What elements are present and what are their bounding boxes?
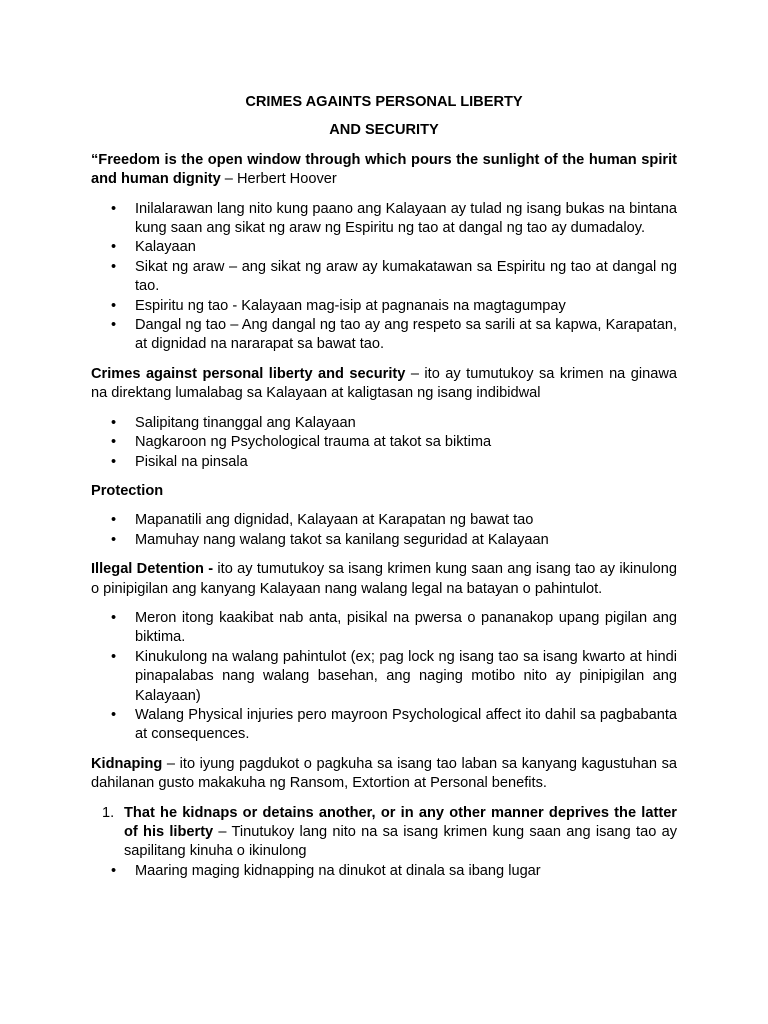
item-bold-text: That he kidnaps or detains another, or in any other manner deprives the latter of his liberty xyxy=(124,804,677,840)
quote-paragraph xyxy=(91,151,677,190)
crimes-definition xyxy=(91,365,677,404)
kidnaping-term: Kidnaping xyxy=(91,755,163,772)
quote-author: – Herbert Hoover xyxy=(220,171,337,188)
list-item-text: Mamuhay nang walang takot sa kanilang seguridad at Kalayaan xyxy=(135,531,549,548)
crimes-text: – ito ay tumutukoy sa krimen na ginawa na direktang lumalabag sa Kalayaan at kaligtasan ng isang indibidwal xyxy=(91,365,678,402)
list-item-text: Inilalarawan lang nito kung paano ang Kalayaan ay tulad ng isang bukas na bintana kung saan ang sikat ng araw ng Espiritu ng tao at dangal ng tao ay dumadaloy. xyxy=(135,200,677,237)
bullet-icon: • xyxy=(111,862,117,879)
item-text: – Tinutukoy lang nito na sa isang krimen kung saan ang isang tao ay sapilitang kinuha o ikinulong xyxy=(124,824,677,860)
bullet-icon: • xyxy=(111,648,117,665)
list-item xyxy=(91,258,677,297)
document-body xyxy=(91,93,677,881)
list-item-text: Salipitang tinanggal ang Kalayaan xyxy=(135,414,356,431)
list-item xyxy=(91,453,677,472)
list-item xyxy=(91,200,677,239)
freedom-bullet-list xyxy=(91,200,677,355)
title-line-1: CRIMES AGAINTS PERSONAL LIBERTY xyxy=(245,94,523,110)
list-item xyxy=(91,511,677,530)
bullet-icon: • xyxy=(111,414,117,431)
protection-heading: Protection xyxy=(91,482,164,499)
list-item xyxy=(91,531,677,550)
illegal-detention-definition xyxy=(91,560,677,599)
kidnap-bullet-list xyxy=(91,862,677,881)
list-item-text: Nagkaroon ng Psychological trauma at takot sa biktima xyxy=(135,434,492,451)
list-item-text: Kalayaan xyxy=(135,239,196,256)
list-item xyxy=(91,609,677,648)
list-item xyxy=(91,238,677,257)
bullet-icon: • xyxy=(111,317,117,334)
list-item-text: Mapanatili ang dignidad, Kalayaan at Karapatan ng bawat tao xyxy=(135,512,534,529)
bullet-icon: • xyxy=(111,706,117,723)
bullet-icon: • xyxy=(111,531,117,548)
bullet-icon: • xyxy=(111,200,117,217)
bullet-icon: • xyxy=(111,512,117,529)
kidnap-numbered-list xyxy=(91,804,677,862)
kidnaping-definition xyxy=(91,755,677,794)
list-item-text: Walang Physical injuries pero mayroon Psychological affect ito dahil sa pagbabanta at consequences. xyxy=(135,706,677,743)
kidnaping-text: – ito iyung pagdukot o pagkuha sa isang tao laban sa kanyang kagustuhan sa dahilanan gusto makakuha ng Ransom, Extortion at Personal benefits. xyxy=(91,755,677,792)
list-item xyxy=(91,862,677,881)
crimes-bullet-list xyxy=(91,414,677,472)
quote-text: “Freedom is the open window through which pours the sunlight of the human spirit and human dignity xyxy=(91,151,677,188)
list-item xyxy=(91,648,677,706)
list-item-text: Maaring maging kidnapping na dinukot at dinala sa ibang lugar xyxy=(135,862,541,879)
crimes-term: Crimes against personal liberty and security xyxy=(91,365,406,382)
list-item-text: Sikat ng araw – ang sikat ng araw ay kumakatawan sa Espiritu ng tao at dangal ng tao. xyxy=(135,258,677,295)
list-item-text: Espiritu ng tao - Kalayaan mag-isip at pagnanais na magtagumpay xyxy=(135,297,566,314)
bullet-icon: • xyxy=(111,453,117,470)
illegal-detention-term: Illegal Detention - xyxy=(91,561,214,578)
list-item-text: Pisikal na pinsala xyxy=(135,453,248,470)
bullet-icon: • xyxy=(111,609,117,626)
title-line-2: AND SECURITY xyxy=(329,122,439,139)
item-number: 1. xyxy=(102,804,115,821)
detention-bullet-list xyxy=(91,609,677,745)
list-item xyxy=(91,433,677,452)
list-item-text: Kinukulong na walang pahintulot (ex; pag lock ng isang tao sa isang kwarto at hindi pinapalabas nang walang basehan, ang naging motibo nito ay pinipigilan ang Kalayaan) xyxy=(135,648,677,704)
bullet-icon: • xyxy=(111,434,117,451)
list-item xyxy=(91,706,677,745)
bullet-icon: • xyxy=(111,239,117,256)
bullet-icon: • xyxy=(111,297,117,314)
list-item xyxy=(91,316,677,355)
bullet-icon: • xyxy=(111,258,117,275)
list-item-text: Dangal ng tao – Ang dangal ng tao ay ang respeto sa sarili at sa kapwa, Karapatan, at dignidad na nararapat sa bawat tao. xyxy=(135,317,677,353)
illegal-detention-text: ito ay tumutukoy sa isang krimen kung saan ang isang tao ay ikinulong o pinipigilan ang kanyang Kalayaan nang walang legal na batayan o pahintulot. xyxy=(91,561,677,597)
list-item xyxy=(91,414,677,433)
list-item xyxy=(91,297,677,316)
list-item-text: Meron itong kaakibat nab anta, pisikal na pwersa o pananakop upang pigilan ang biktima. xyxy=(135,609,677,646)
protection-bullet-list xyxy=(91,511,677,550)
numbered-item xyxy=(91,804,677,862)
